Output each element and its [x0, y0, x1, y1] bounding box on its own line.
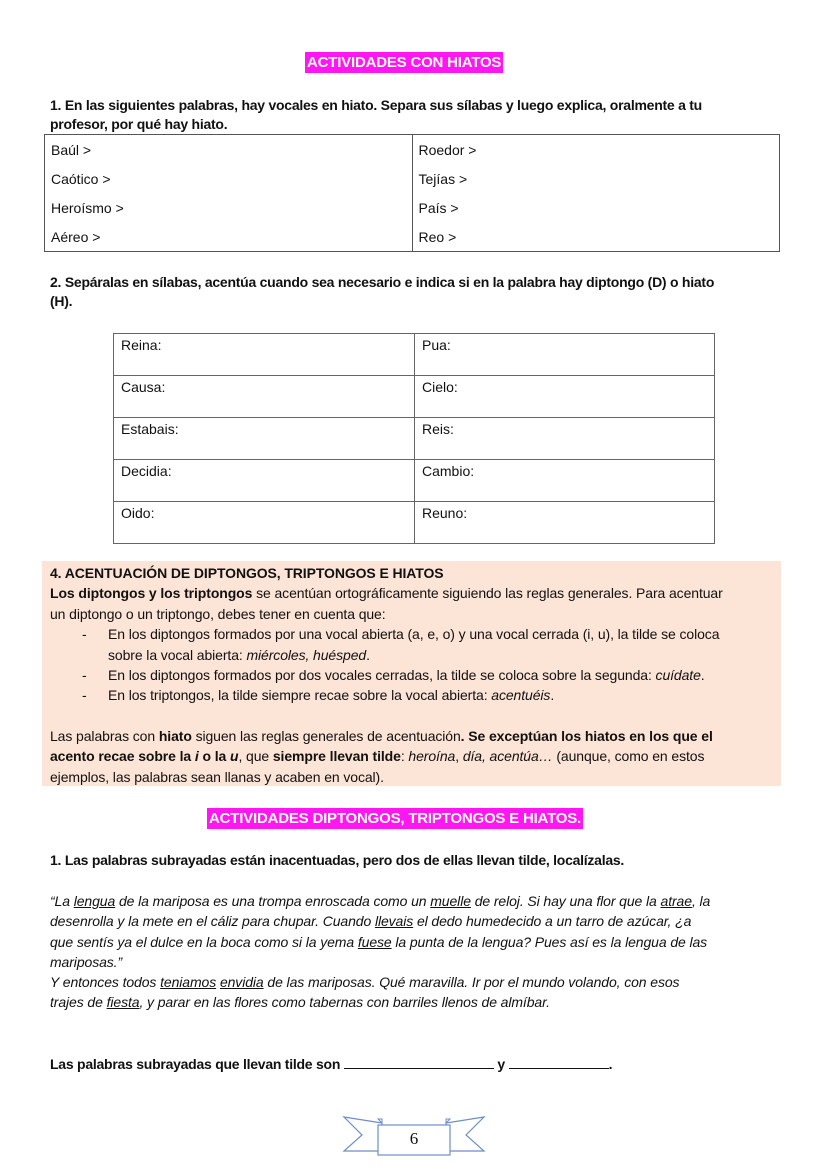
exercise-1-line-1: 1. En las siguientes palabras, hay vocales en hiato. Separa sus sílabas y luego explica, oralmente a tu [50, 97, 702, 113]
page-number: 6 [409, 1129, 419, 1148]
rule-text: siguen las reglas generales de acentuación [191, 727, 461, 744]
underlined-word[interactable]: teniamos [160, 974, 217, 991]
underlined-word[interactable]: lengua [73, 893, 116, 909]
passage-text: “La [50, 893, 74, 909]
rule-bullet-1-line-2 [108, 645, 780, 665]
rule-text: (aunque, como en estos [552, 748, 705, 765]
rule-text: En los triptongos, la tilde siempre recae sobre la vocal abierta: [108, 687, 492, 704]
rule-keyword: hiato [158, 727, 192, 744]
exercise-2-line-1: 2. Sepáralas en sílabas, acentúa cuando sea necesario e indica si en la palabra hay diptongo (D) o hiato [50, 274, 715, 290]
table-row [114, 334, 715, 376]
rule-example: día, acentúa… [462, 748, 553, 765]
rule-text: En los diptongos formados por dos vocales cerradas, la tilde se coloca sobre la segunda: [108, 667, 656, 684]
table-row [114, 418, 715, 460]
word-cell[interactable]: Reis: [415, 418, 715, 460]
section-banner-diptongos: ACTIVIDADES DIPTONGOS, TRIPTONGOS E HIATOS. [209, 810, 582, 827]
hiato-rule-line-1 [50, 726, 780, 746]
word-cell[interactable]: Reina: [114, 334, 415, 376]
table-row [114, 460, 715, 502]
bullet-dash: - [82, 687, 87, 704]
word-cell[interactable]: Reuno: [415, 502, 715, 544]
rules-intro-line-2: un diptongo o un triptongo, debes tener en cuenta que: [50, 605, 386, 622]
underlined-word[interactable]: fiesta [106, 994, 140, 1011]
rule-text: . [366, 646, 370, 663]
passage-text: el dedo humedecido a un tarro de azúcar, ¿a [413, 913, 692, 930]
rule-text: , que [238, 748, 273, 765]
answer-period: . [608, 1056, 613, 1072]
word-cell[interactable]: Tejías > [412, 164, 780, 193]
passage-text: , y parar en las flores como tabernas con barriles llenos de almíbar. [139, 994, 550, 1011]
exercise-3-question: 1. Las palabras subrayadas están inacentuadas, pero dos de ellas llevan tilde, localízalas. [50, 852, 625, 868]
exercise-1-table [44, 134, 780, 252]
word-cell[interactable]: Roedor > [412, 135, 780, 165]
rule-text: Las palabras con [50, 727, 159, 744]
rule-keyword: i [194, 748, 199, 765]
table-row [45, 164, 780, 193]
passage-line [50, 932, 790, 952]
exercise-1-instructions [50, 96, 790, 134]
passage-line [50, 891, 790, 911]
rule-bullet-2 [50, 665, 780, 685]
passage-text: de la mariposa es una trompa enroscada como un [115, 893, 431, 909]
bullet-dash: - [82, 667, 87, 684]
rules-intro-bold: Los diptongos y los triptongos [50, 585, 253, 602]
answer-prompt: Las palabras subrayadas que llevan tilde son [50, 1056, 344, 1072]
answer-blank-2[interactable] [509, 1055, 609, 1069]
word-cell[interactable]: Pua: [415, 334, 715, 376]
rule-keyword: siempre llevan tilde [272, 748, 401, 765]
rule-keyword: . Se exceptúan los hiatos en los que el [460, 727, 713, 744]
passage-line [50, 972, 790, 992]
section-banner-hiatos: ACTIVIDADES CON HIATOS [307, 54, 502, 71]
rule-example: cuídate [655, 667, 701, 684]
passage-text: desenrolla y la mete en el cáliz para chupar. Cuando [50, 913, 375, 930]
rules-box [50, 563, 780, 787]
word-cell[interactable]: Caótico > [45, 164, 413, 193]
table-row [45, 135, 780, 165]
rule-text: , [455, 748, 463, 765]
exercise-2-instructions [50, 273, 790, 311]
bullet-dash: - [82, 626, 87, 643]
rule-keyword: acento recae sobre la [50, 748, 195, 765]
passage-text: Y entonces todos [50, 974, 161, 991]
word-cell[interactable]: Baúl > [45, 135, 413, 165]
word-cell[interactable]: Estabais: [114, 418, 415, 460]
passage-text: la punta de la lengua? Pues así es la lengua de las [391, 933, 708, 950]
passage-text: de las mariposas. Qué maravilla. Ir por el mundo volando, con esos [263, 974, 680, 991]
passage-line [50, 992, 790, 1012]
rule-example: heroína [408, 748, 456, 765]
word-cell[interactable]: Aéreo > [45, 222, 413, 252]
mariposa-passage [50, 891, 790, 1013]
rules-intro [50, 583, 780, 603]
answer-blank-1[interactable] [344, 1055, 494, 1069]
underlined-word[interactable]: llevais [374, 913, 414, 930]
rule-example: acentuéis [491, 687, 551, 704]
table-row [114, 376, 715, 418]
passage-line [50, 911, 790, 931]
exercise-2-table [113, 333, 715, 544]
answer-line [50, 1055, 612, 1074]
hiato-rule-paragraph [50, 726, 780, 787]
rule-bullet-1-line-1: En los diptongos formados por una vocal abierta (a, e, o) y una vocal cerrada (i, u), la tilde se coloca [108, 626, 720, 643]
word-cell[interactable]: Heroísmo > [45, 193, 413, 222]
underlined-word[interactable]: envidia [219, 974, 264, 991]
rule-bullet-1 [50, 624, 780, 665]
word-cell[interactable]: País > [412, 193, 780, 222]
word-cell[interactable]: Reo > [412, 222, 780, 252]
underlined-word[interactable]: muelle [430, 893, 471, 909]
word-cell[interactable]: Oido: [114, 502, 415, 544]
word-cell[interactable]: Causa: [114, 376, 415, 418]
rule-text: : [400, 748, 409, 765]
passage-line: mariposas.” [50, 953, 123, 970]
table-row [45, 222, 780, 252]
passage-text: que sentís ya el dulce en la boca como si la yema [50, 933, 358, 950]
hiato-rule-line-2 [50, 746, 780, 766]
rule-text: . [700, 667, 705, 684]
passage-text: trajes de [50, 994, 107, 1011]
underlined-word[interactable]: fuese [357, 933, 392, 950]
rule-keyword: o la [198, 748, 230, 765]
rule-bullet-3 [50, 685, 780, 705]
table-row [45, 193, 780, 222]
rule-text: . [550, 687, 555, 704]
rule-text: sobre la vocal abierta: [108, 646, 247, 663]
underlined-word[interactable]: atrae [660, 893, 692, 909]
word-cell[interactable]: Cielo: [415, 376, 715, 418]
table-row [114, 502, 715, 544]
word-cell[interactable]: Cambio: [415, 460, 715, 502]
spacer [50, 706, 780, 726]
hiato-rule-line-3: ejemplos, las palabras sean llanas y acaben en vocal). [50, 768, 384, 785]
answer-connector: y [493, 1056, 509, 1072]
word-cell[interactable]: Decidia: [114, 460, 415, 502]
rules-heading: 4. ACENTUACIÓN DE DIPTONGOS, TRIPTONGOS E HIATOS [50, 565, 444, 581]
rules-intro-text: se acentúan ortográficamente siguiendo las reglas generales. Para acentuar [252, 585, 723, 602]
exercise-1-line-2: profesor, por qué hay hiato. [50, 116, 228, 132]
passage-text: de reloj. Si hay una flor que la [470, 893, 661, 909]
exercise-2-line-2: (H). [50, 293, 73, 309]
rule-keyword: u [229, 748, 239, 765]
rule-example: miércoles, huésped [246, 646, 367, 663]
passage-text: , la [691, 893, 711, 909]
